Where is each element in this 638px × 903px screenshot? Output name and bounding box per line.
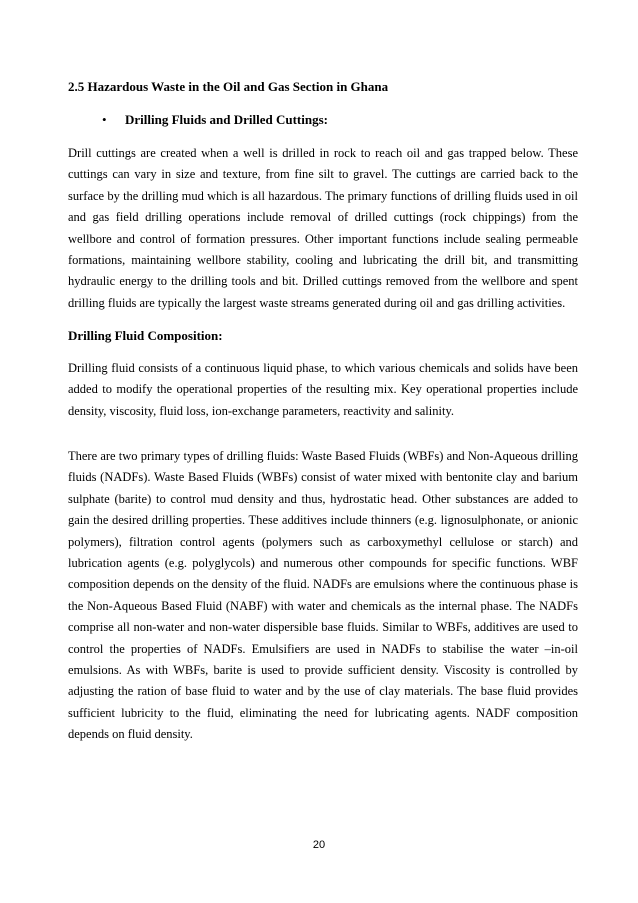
paragraph-drill-cuttings: Drill cuttings are created when a well is drilled in rock to reach oil and gas trapped below. These cuttings can vary in size and texture, from fine silt to gravel. The cuttings are carried back to the surface by the drilling mud which is all hazardous. The primary functions of drilling fluids used in oil and gas field drilling operations include removal of drilled cuttings (rock chippings) from the wellbore and control of formation pressures. Other important functions include sealing permeable formations, maintaining wellbore stability, cooling and lubricating the drill bit, and transmitting hydraulic energy to the drilling tools and bit. Drilled cuttings removed from the wellbore and spent drilling fluids are typically the largest waste streams generated during oil and gas drilling activities. — [68, 146, 578, 310]
section-heading: 2.5 Hazardous Waste in the Oil and Gas Section in Ghana — [68, 79, 389, 94]
page-number: 20 — [312, 839, 326, 851]
subheading-fluid-composition: Drilling Fluid Composition: — [68, 328, 223, 343]
paragraph-fluid-types: There are two primary types of drilling fluids: Waste Based Fluids (WBFs) and Non-Aqueous drilling fluids (NADFs). Waste Based Fluids (WBFs) consist of water mixed with bentonite clay and barium sulphate (barite) to control mud density and thus, hydrostatic head. Other substances are added to gain the desired drilling properties. These additives include thinners (e.g. lignosulphonate, or anionic polymers), filtration control agents (polymers such as carboxymethyl cellulose or starch) and lubrication agents (e.g. polyglycols) and numerous other compounds for specific functions. WBF composition depends on the density of the fluid. NADFs are emulsions where the continuous phase is the Non-Aqueous Based Fluid (NABF) with water and chemicals as the internal phase. The NADFs comprise all non-water and non-water dispersible base fluids. Similar to WBFs, additives are used to control the properties of NADFs. Emulsifiers are used in NADFs to stabilise the water –in-oil emulsions. As with WBFs, barite is used to provide sufficient density. Viscosity is controlled by adjusting the ration of base fluid to water and by the use of clay materials. The base fluid provides sufficient lubricity to the fluid, eliminating the need for lubricating agents. NADF composition depends on fluid density. — [68, 449, 578, 742]
bullet-icon: • — [102, 112, 107, 127]
bullet-label: Drilling Fluids and Drilled Cuttings: — [125, 112, 328, 127]
paragraph-fluid-composition: Drilling fluid consists of a continuous liquid phase, to which various chemicals and solids have been added to modify the operational properties of the resulting mix. Key operational properties include density, viscosity, fluid loss, ion-exchange parameters, reactivity and salinity. — [68, 361, 578, 418]
